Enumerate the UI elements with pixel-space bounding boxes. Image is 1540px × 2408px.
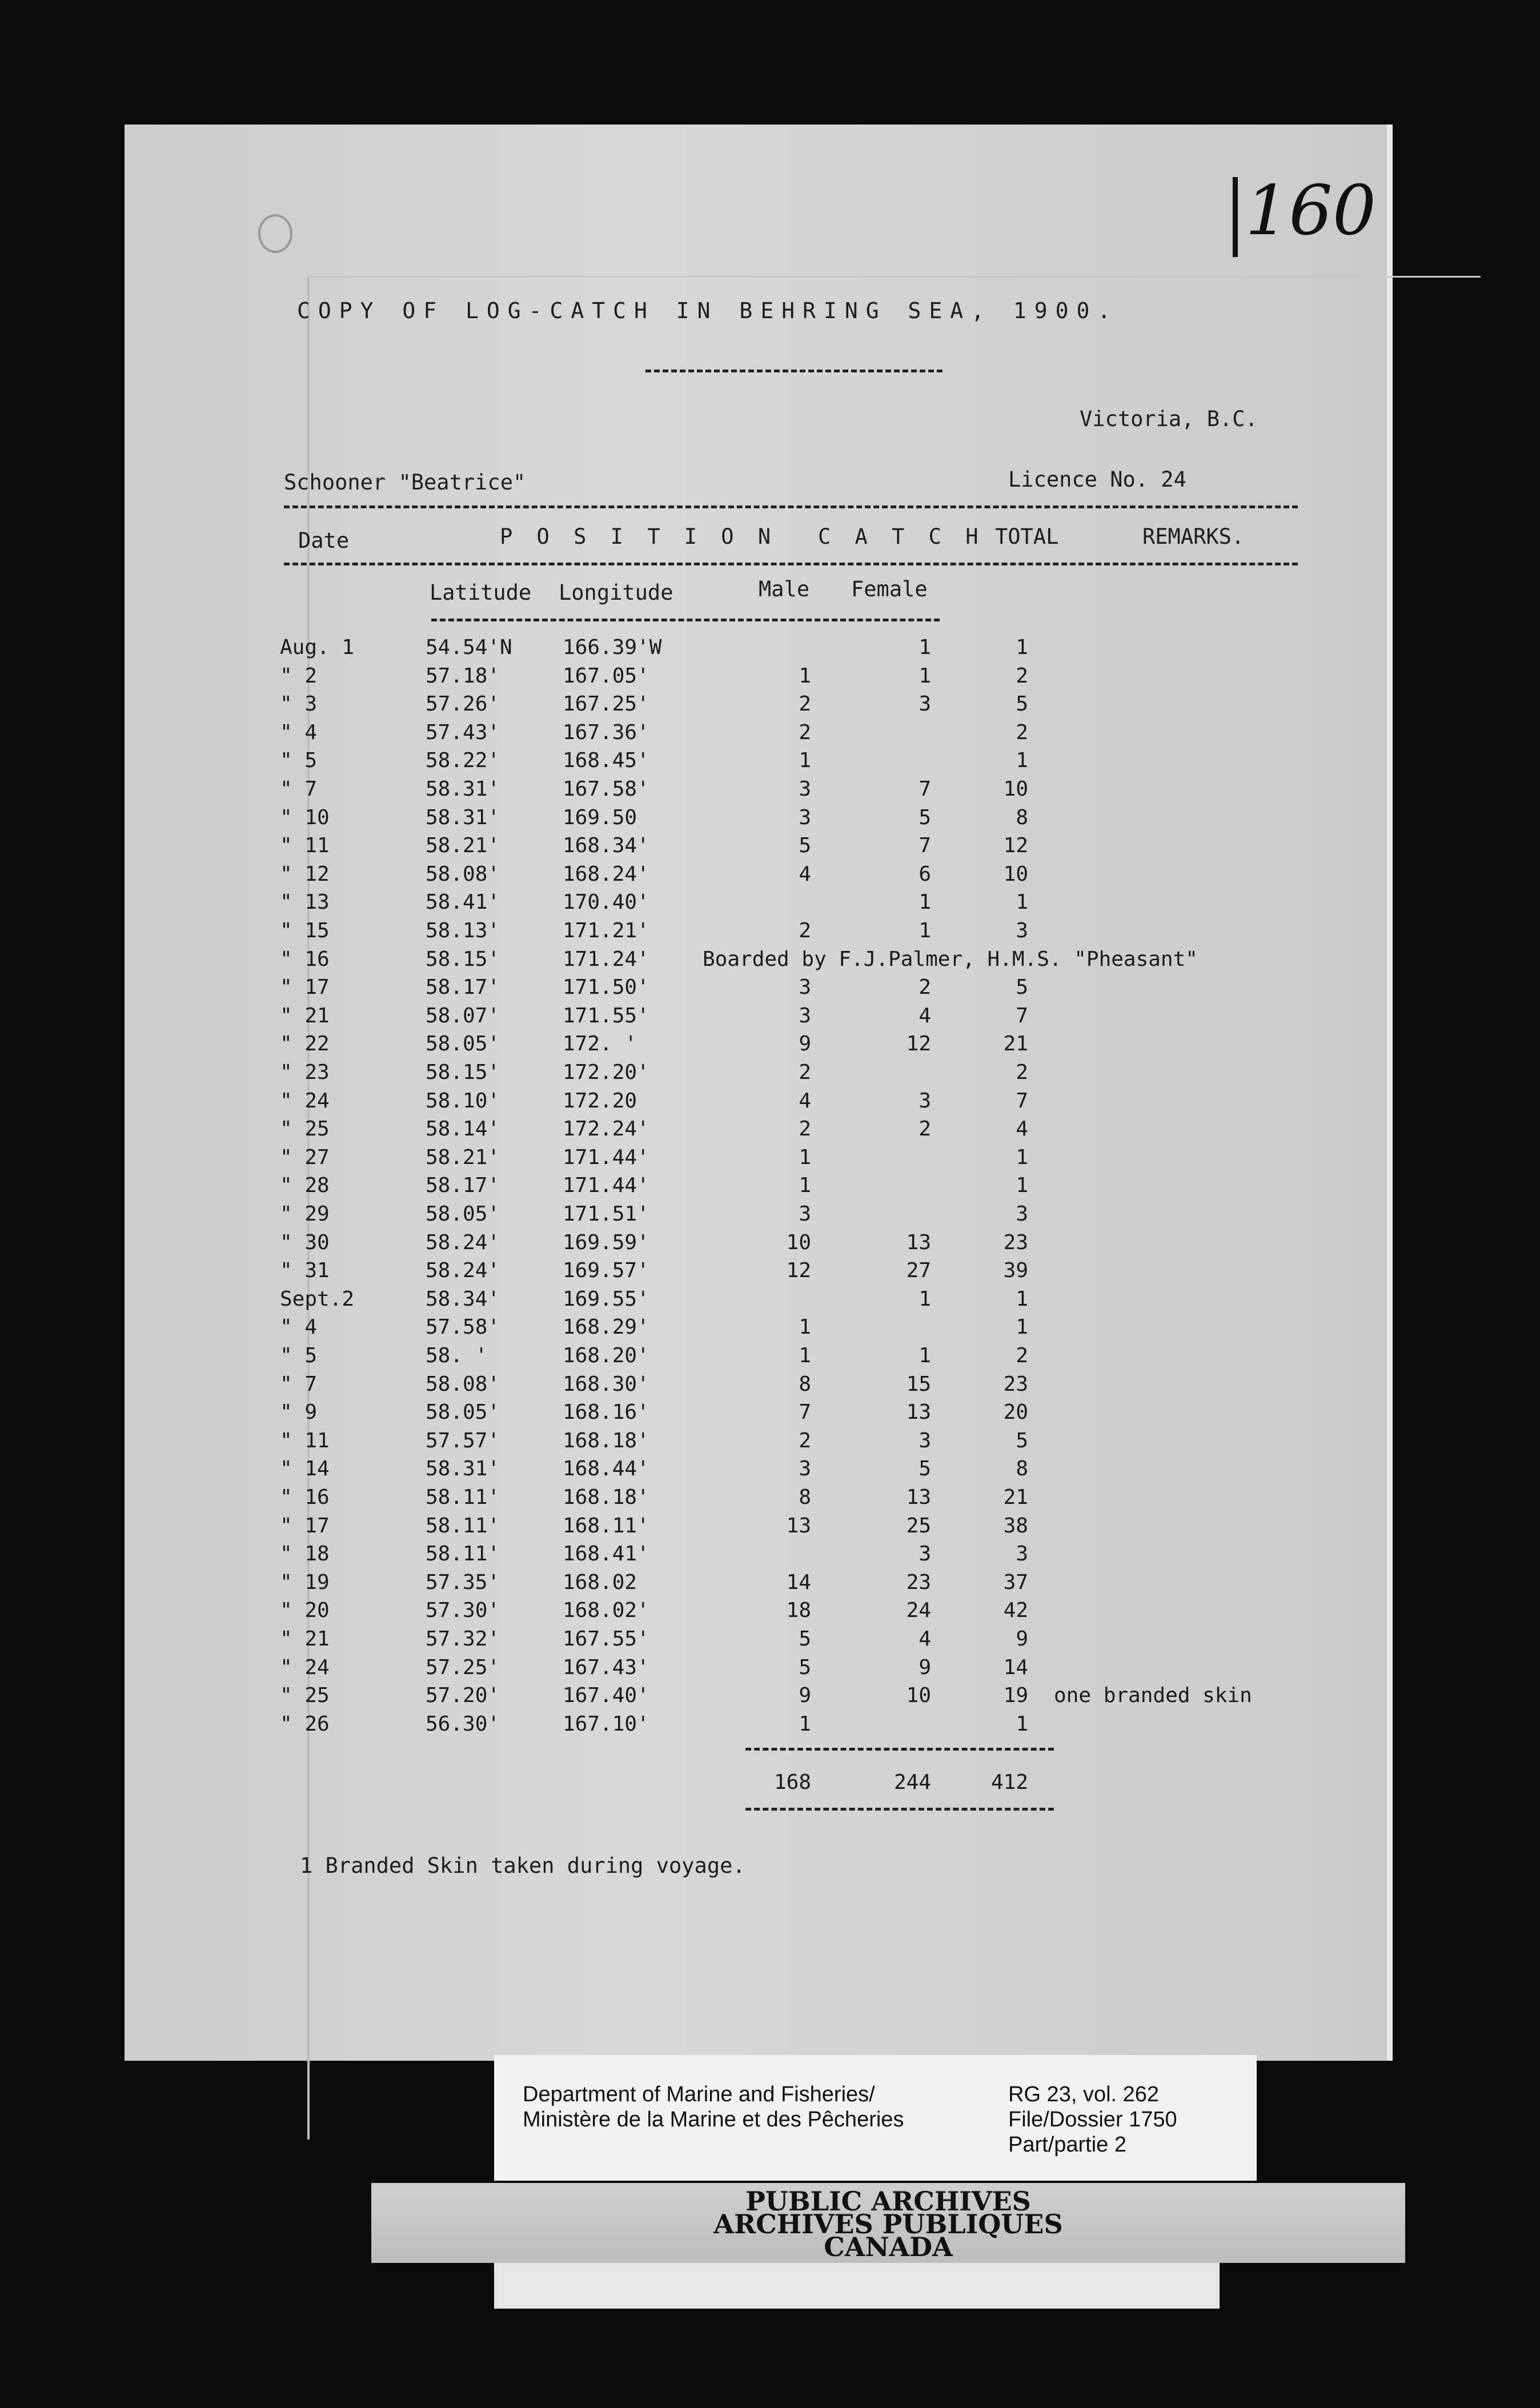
row-total: 3	[1016, 1542, 1028, 1566]
row-male: 9	[799, 1032, 811, 1056]
row-latitude: 58.17'	[426, 976, 500, 1000]
row-female: 1	[919, 890, 931, 914]
row-date: " 14	[280, 1457, 330, 1481]
row-longitude: 167.25'	[563, 692, 649, 716]
row-longitude: 167.55'	[563, 1627, 649, 1651]
row-female: 23	[906, 1570, 931, 1594]
total-female: 244	[893, 1771, 931, 1794]
row-date: " 18	[280, 1542, 330, 1566]
row-longitude: 168.20'	[563, 1344, 649, 1367]
row-female: 1	[919, 636, 931, 659]
header-rule-top	[284, 505, 1298, 508]
row-date: " 5	[280, 749, 318, 773]
row-date: " 13	[280, 890, 330, 914]
row-latitude: 58.31'	[426, 777, 500, 801]
row-date: " 25	[280, 1117, 330, 1141]
row-latitude: 58.22'	[426, 749, 500, 773]
row-date: " 23	[280, 1061, 330, 1084]
row-date: " 29	[280, 1202, 330, 1226]
row-latitude: 58.31'	[426, 805, 500, 829]
row-date: Sept.2	[280, 1287, 355, 1311]
row-longitude: 168.18'	[563, 1428, 649, 1452]
row-female: 2	[919, 1117, 931, 1141]
row-female: 10	[906, 1684, 931, 1708]
row-date: " 4	[280, 720, 318, 744]
row-remark: Boarded by F.J.Palmer, H.M.S. "Pheasant"	[703, 947, 1198, 971]
dept-english: Department of Marine and Fisheries/	[523, 2082, 875, 2106]
row-date: " 10	[280, 805, 330, 829]
row-total: 1	[1016, 1315, 1028, 1339]
row-longitude: 168.11'	[563, 1514, 649, 1538]
row-longitude: 168.02	[563, 1570, 637, 1594]
row-latitude: 58.24'	[426, 1259, 500, 1283]
row-female: 7	[919, 834, 931, 858]
row-latitude: 57.25'	[426, 1655, 500, 1679]
row-latitude: 58.07'	[426, 1004, 500, 1028]
row-date: " 27	[280, 1145, 330, 1169]
row-female: 3	[919, 1428, 931, 1452]
punch-hole	[258, 214, 292, 253]
row-longitude: 167.43'	[563, 1655, 649, 1679]
row-longitude: 169.59'	[563, 1230, 649, 1254]
row-latitude: 58.15'	[426, 947, 500, 971]
row-longitude: 167.40'	[563, 1684, 649, 1708]
row-latitude: 56.30'	[426, 1712, 500, 1736]
row-total: 2	[1016, 720, 1028, 744]
header-catch: C A T C H	[818, 524, 984, 549]
row-longitude: 168.18'	[563, 1486, 649, 1509]
row-male: 3	[799, 805, 811, 829]
row-male: 2	[799, 1428, 811, 1452]
row-female: 1	[919, 664, 931, 688]
dept-french: Ministère de la Marine et des Pêcheries	[523, 2108, 904, 2132]
folio-number: 160	[1245, 171, 1377, 251]
row-male: 8	[799, 1486, 811, 1509]
row-total: 14	[1003, 1655, 1028, 1679]
row-longitude: 168.45'	[563, 749, 649, 773]
vessel-name: Schooner "Beatrice"	[284, 470, 526, 495]
row-longitude: 168.30'	[563, 1372, 649, 1396]
row-male: 5	[799, 834, 811, 858]
row-male: 3	[799, 777, 811, 801]
row-female: 7	[919, 777, 931, 801]
row-male: 2	[799, 1061, 811, 1084]
row-total: 2	[1016, 1344, 1028, 1367]
row-male: 4	[799, 862, 811, 886]
row-total: 38	[1003, 1514, 1028, 1538]
row-longitude: 169.57'	[563, 1259, 649, 1283]
row-date: " 15	[280, 919, 330, 942]
row-date: Aug. 1	[280, 636, 355, 659]
row-latitude: 57.57'	[426, 1428, 500, 1452]
row-total: 19	[1003, 1684, 1028, 1708]
row-latitude: 58. '	[426, 1344, 488, 1367]
row-male: 9	[799, 1684, 811, 1708]
row-longitude: 168.02'	[563, 1599, 649, 1623]
title-underline	[645, 370, 943, 372]
row-female: 3	[919, 692, 931, 716]
row-latitude: 58.11'	[426, 1542, 500, 1566]
row-total: 21	[1003, 1032, 1028, 1056]
row-total: 7	[1016, 1004, 1028, 1028]
row-total: 1	[1016, 1712, 1028, 1736]
row-female: 1	[919, 919, 931, 942]
header-remarks: REMARKS.	[1142, 524, 1245, 549]
row-longitude: 168.29'	[563, 1315, 649, 1339]
row-female: 13	[906, 1486, 931, 1509]
total-male: 168	[773, 1771, 811, 1794]
row-date: " 2	[280, 664, 318, 688]
folio-mark	[1233, 177, 1238, 257]
row-date: " 25	[280, 1684, 330, 1708]
row-latitude: 57.58'	[426, 1315, 500, 1339]
totals-rule-bottom	[745, 1808, 1054, 1811]
row-latitude: 57.18'	[426, 664, 500, 688]
row-male: 8	[799, 1372, 811, 1396]
page-title: COPY OF LOG-CATCH IN BEHRING SEA, 1900.	[297, 298, 1119, 323]
row-female: 3	[919, 1089, 931, 1113]
row-total: 12	[1003, 834, 1028, 858]
row-male: 1	[799, 1174, 811, 1198]
row-female: 5	[919, 1457, 931, 1481]
row-date: " 16	[280, 1486, 330, 1509]
row-total: 1	[1016, 1287, 1028, 1311]
row-latitude: 58.08'	[426, 862, 500, 886]
licence-number: Licence No. 24	[1008, 467, 1186, 492]
row-date: " 4	[280, 1315, 318, 1339]
row-date: " 19	[280, 1570, 330, 1594]
row-longitude: 171.44'	[563, 1145, 649, 1169]
row-latitude: 54.54'N	[426, 636, 512, 659]
row-latitude: 58.17'	[426, 1174, 500, 1198]
row-date: " 3	[280, 692, 318, 716]
header-rule-mid	[284, 563, 1298, 565]
row-total: 3	[1016, 1202, 1028, 1226]
row-male: 3	[799, 1457, 811, 1481]
row-date: " 9	[280, 1400, 318, 1424]
row-longitude: 167.36'	[563, 720, 649, 744]
row-date: " 20	[280, 1599, 330, 1623]
row-total: 42	[1003, 1599, 1028, 1623]
row-latitude: 58.05'	[426, 1032, 500, 1056]
part-number: Part/partie 2	[1008, 2133, 1126, 2157]
row-male: 1	[799, 664, 811, 688]
row-latitude: 58.11'	[426, 1486, 500, 1509]
row-latitude: 58.41'	[426, 890, 500, 914]
header-female: Female	[851, 577, 928, 601]
row-total: 5	[1016, 1428, 1028, 1452]
row-male: 14	[786, 1570, 811, 1594]
row-female: 3	[919, 1542, 931, 1566]
row-longitude: 167.58'	[563, 777, 649, 801]
row-date: " 24	[280, 1655, 330, 1679]
row-female: 1	[919, 1344, 931, 1367]
row-remark: one branded skin	[1054, 1684, 1252, 1708]
row-longitude: 167.05'	[563, 664, 649, 688]
row-male: 2	[799, 720, 811, 744]
totals-rule-top	[745, 1748, 1054, 1751]
row-female: 9	[919, 1655, 931, 1679]
row-female: 12	[906, 1032, 931, 1056]
row-latitude: 57.20'	[426, 1684, 500, 1708]
row-male: 3	[799, 976, 811, 1000]
row-longitude: 168.16'	[563, 1400, 649, 1424]
row-total: 7	[1016, 1089, 1028, 1113]
row-total: 4	[1016, 1117, 1028, 1141]
row-longitude: 171.44'	[563, 1174, 649, 1198]
row-male: 12	[786, 1259, 811, 1283]
row-female: 1	[919, 1287, 931, 1311]
file-number: File/Dossier 1750	[1008, 2108, 1177, 2132]
row-female: 4	[919, 1004, 931, 1028]
header-longitude: Longitude	[559, 580, 673, 605]
row-female: 27	[906, 1259, 931, 1283]
row-longitude: 166.39'W	[563, 636, 662, 659]
row-longitude: 168.34'	[563, 834, 649, 858]
row-longitude: 168.44'	[563, 1457, 649, 1481]
row-total: 23	[1003, 1372, 1028, 1396]
row-date: " 28	[280, 1174, 330, 1198]
row-date: " 30	[280, 1230, 330, 1254]
row-total: 2	[1016, 664, 1028, 688]
row-total: 39	[1003, 1259, 1028, 1283]
row-date: " 22	[280, 1032, 330, 1056]
row-date: " 31	[280, 1259, 330, 1283]
footnote: 1 Branded Skin taken during voyage.	[300, 1853, 745, 1878]
row-latitude: 57.32'	[426, 1627, 500, 1651]
header-latitude: Latitude	[430, 580, 532, 605]
row-total: 3	[1016, 919, 1028, 942]
row-longitude: 171.24'	[563, 947, 649, 971]
row-total: 21	[1003, 1486, 1028, 1509]
row-latitude: 57.30'	[426, 1599, 500, 1623]
row-longitude: 168.24'	[563, 862, 649, 886]
row-male: 7	[799, 1400, 811, 1424]
row-male: 1	[799, 749, 811, 773]
row-total: 37	[1003, 1570, 1028, 1594]
row-female: 13	[906, 1400, 931, 1424]
row-total: 1	[1016, 749, 1028, 773]
row-longitude: 172.20'	[563, 1061, 649, 1084]
row-female: 15	[906, 1372, 931, 1396]
row-latitude: 58.31'	[426, 1457, 500, 1481]
row-male: 2	[799, 1117, 811, 1141]
row-latitude: 58.10'	[426, 1089, 500, 1113]
row-latitude: 58.34'	[426, 1287, 500, 1311]
row-latitude: 58.11'	[426, 1514, 500, 1538]
record-group: RG 23, vol. 262	[1008, 2082, 1160, 2106]
row-female: 13	[906, 1230, 931, 1254]
row-longitude: 171.51'	[563, 1202, 649, 1226]
row-male: 13	[786, 1514, 811, 1538]
row-latitude: 58.24'	[426, 1230, 500, 1254]
row-female: 4	[919, 1627, 931, 1651]
row-date: " 7	[280, 777, 318, 801]
row-longitude: 172.20	[563, 1089, 637, 1113]
row-longitude: 172.24'	[563, 1117, 649, 1141]
row-male: 5	[799, 1655, 811, 1679]
header-total: TOTAL	[995, 524, 1059, 549]
row-date: " 16	[280, 947, 330, 971]
row-latitude: 57.43'	[426, 720, 500, 744]
row-date: " 11	[280, 1428, 330, 1452]
row-total: 10	[1003, 777, 1028, 801]
row-male: 3	[799, 1004, 811, 1028]
archives-label-tail	[494, 2263, 1220, 2309]
row-total: 20	[1003, 1400, 1028, 1424]
row-male: 1	[799, 1712, 811, 1736]
row-longitude: 171.55'	[563, 1004, 649, 1028]
row-female: 5	[919, 805, 931, 829]
row-latitude: 58.05'	[426, 1400, 500, 1424]
row-date: " 17	[280, 976, 330, 1000]
row-latitude: 58.21'	[426, 1145, 500, 1169]
row-date: " 21	[280, 1627, 330, 1651]
row-total: 23	[1003, 1230, 1028, 1254]
row-male: 5	[799, 1627, 811, 1651]
row-date: " 5	[280, 1344, 318, 1367]
row-latitude: 58.21'	[426, 834, 500, 858]
row-longitude: 169.55'	[563, 1287, 649, 1311]
row-longitude: 171.21'	[563, 919, 649, 942]
row-total: 8	[1016, 1457, 1028, 1481]
row-longitude: 167.10'	[563, 1712, 649, 1736]
row-total: 9	[1016, 1627, 1028, 1651]
row-total: 1	[1016, 1145, 1028, 1169]
row-male: 10	[786, 1230, 811, 1254]
row-male: 1	[799, 1315, 811, 1339]
header-date: Date	[298, 528, 350, 553]
archives-line-1: PUBLIC ARCHIVES	[745, 2186, 1031, 2217]
row-longitude: 171.50'	[563, 976, 649, 1000]
row-total: 5	[1016, 692, 1028, 716]
row-longitude: 168.41'	[563, 1542, 649, 1566]
row-date: " 21	[280, 1004, 330, 1028]
header-male: Male	[759, 577, 810, 601]
row-longitude: 170.40'	[563, 890, 649, 914]
archives-banner	[371, 2183, 1405, 2263]
row-latitude: 58.08'	[426, 1372, 500, 1396]
row-male: 3	[799, 1202, 811, 1226]
row-latitude: 57.35'	[426, 1570, 500, 1594]
row-date: " 12	[280, 862, 330, 886]
row-total: 10	[1003, 862, 1028, 886]
row-female: 25	[906, 1514, 931, 1538]
row-latitude: 58.13'	[426, 919, 500, 942]
row-latitude: 57.26'	[426, 692, 500, 716]
header-position: P O S I T I O N	[500, 524, 777, 549]
row-male: 4	[799, 1089, 811, 1113]
row-total: 1	[1016, 890, 1028, 914]
row-female: 24	[906, 1599, 931, 1623]
row-total: 1	[1016, 1174, 1028, 1198]
row-female: 2	[919, 976, 931, 1000]
row-total: 8	[1016, 805, 1028, 829]
row-male: 18	[786, 1599, 811, 1623]
row-total: 2	[1016, 1061, 1028, 1084]
archives-line-2: ARCHIVES PUBLIQUES	[713, 2209, 1063, 2240]
total-grand: 412	[990, 1771, 1028, 1794]
row-total: 1	[1016, 636, 1028, 659]
row-total: 5	[1016, 976, 1028, 1000]
row-date: " 24	[280, 1089, 330, 1113]
row-latitude: 58.05'	[426, 1202, 500, 1226]
place: Victoria, B.C.	[1080, 407, 1258, 431]
row-date: " 26	[280, 1712, 330, 1736]
row-male: 1	[799, 1344, 811, 1367]
row-date: " 11	[280, 834, 330, 858]
header-rule-sub	[431, 619, 940, 621]
archives-line-3: CANADA	[824, 2232, 953, 2262]
row-longitude: 172. '	[563, 1032, 637, 1056]
row-male: 1	[799, 1145, 811, 1169]
row-female: 6	[919, 862, 931, 886]
row-male: 2	[799, 919, 811, 942]
archive-label	[494, 2055, 1257, 2181]
row-date: " 7	[280, 1372, 318, 1396]
row-latitude: 58.15'	[426, 1061, 500, 1084]
row-latitude: 58.14'	[426, 1117, 500, 1141]
row-date: " 17	[280, 1514, 330, 1538]
row-longitude: 169.50	[563, 805, 637, 829]
row-male: 2	[799, 692, 811, 716]
